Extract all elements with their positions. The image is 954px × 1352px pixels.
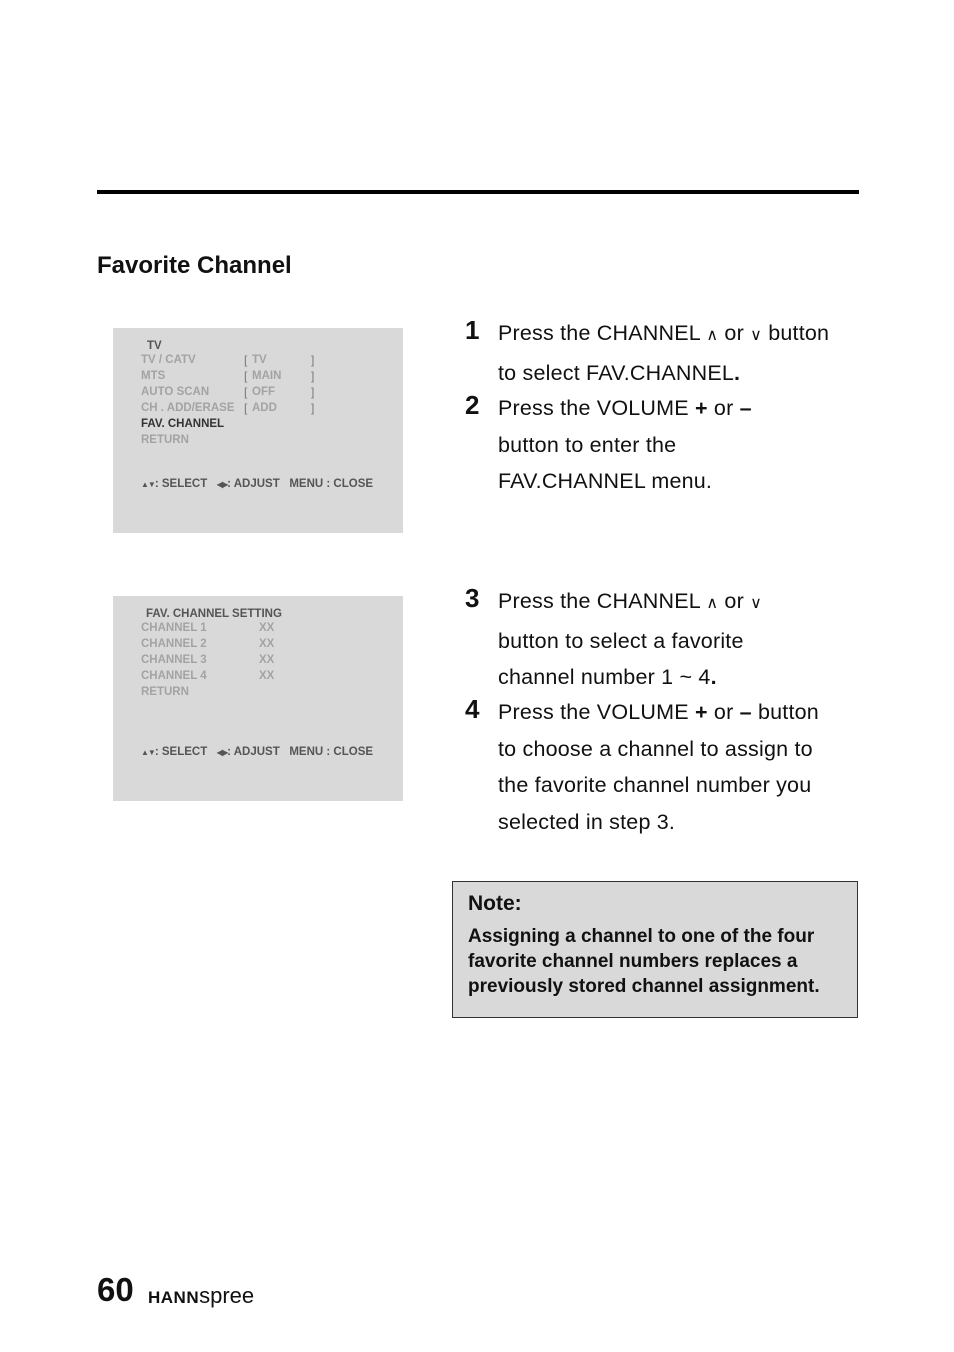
osd-row-value: MAIN <box>252 370 282 382</box>
osd-tv-menu <box>113 328 403 533</box>
up-down-arrow-icon: ▲▼ <box>141 748 155 757</box>
step-number: 1 <box>465 315 480 345</box>
header-rule <box>97 190 859 194</box>
osd-row-value: XX <box>259 622 275 634</box>
osd-row-value: XX <box>259 654 275 666</box>
osd-row-value: TV <box>252 354 267 366</box>
step-number: 2 <box>465 390 480 420</box>
adjust-hint: : ADJUST <box>227 746 280 758</box>
bracket-open: [ <box>244 369 248 383</box>
step-text: Press the VOLUME + or – button to enter the FAV.CHANNEL menu. <box>498 396 752 493</box>
bracket-close: ] <box>311 385 315 399</box>
section-title: Favorite Channel <box>97 252 292 279</box>
bracket-close: ] <box>311 369 315 383</box>
brand-logo: HANNspree <box>148 1283 255 1308</box>
osd-return: RETURN <box>141 686 189 698</box>
bracket-open: [ <box>244 401 248 415</box>
note-title: Note: <box>468 892 522 915</box>
osd-row-label: CH . ADD/ERASE <box>141 402 235 414</box>
step-2 <box>465 390 845 500</box>
osd-footer <box>141 746 373 758</box>
osd-title: FAV. CHANNEL SETTING <box>146 608 282 620</box>
step-text: Press the VOLUME + or – button to choose a channel to assign to the favorite channel number you selected in step 3. <box>498 700 819 834</box>
bracket-open: [ <box>244 353 248 367</box>
bracket-open: [ <box>244 385 248 399</box>
osd-row-label: CHANNEL 1 <box>141 622 207 634</box>
left-right-arrow-icon: ◀▶ <box>216 748 228 757</box>
osd-row-label: TV / CATV <box>141 354 196 366</box>
step-number: 4 <box>465 694 480 724</box>
osd-row-value: OFF <box>252 386 275 398</box>
bracket-close: ] <box>311 353 315 367</box>
note-box <box>452 881 858 1018</box>
osd-row-label: CHANNEL 2 <box>141 638 207 650</box>
channel-down-icon: ∨ <box>750 595 763 612</box>
left-right-arrow-icon: ◀▶ <box>216 480 228 489</box>
page-number: 60 <box>97 1271 134 1308</box>
select-hint: : SELECT <box>154 478 208 490</box>
osd-row-label: MTS <box>141 370 166 382</box>
osd-row-label: AUTO SCAN <box>141 386 210 398</box>
step-1 <box>465 315 845 391</box>
step-number: 3 <box>465 583 480 613</box>
adjust-hint: : ADJUST <box>227 478 280 490</box>
up-down-arrow-icon: ▲▼ <box>141 480 155 489</box>
osd-footer <box>141 478 373 490</box>
select-hint: : SELECT <box>154 746 208 758</box>
channel-up-icon: ∧ <box>706 327 719 344</box>
close-hint: MENU : CLOSE <box>289 478 374 490</box>
osd-row-value: ADD <box>252 402 277 414</box>
step-3 <box>465 583 845 696</box>
osd-fav-channel-menu <box>113 596 403 801</box>
osd-row-value: XX <box>259 638 275 650</box>
step-text: Press the CHANNEL ∧ or ∨ button to select a favorite channel number 1 ~ 4. <box>498 589 763 689</box>
bracket-close: ] <box>311 401 315 415</box>
osd-row-label: CHANNEL 4 <box>141 670 207 682</box>
osd-row-value: XX <box>259 670 275 682</box>
channel-down-icon: ∨ <box>750 327 763 344</box>
step-text: Press the CHANNEL ∧ or ∨ button to select FAV.CHANNEL. <box>498 321 830 385</box>
close-hint: MENU : CLOSE <box>289 746 374 758</box>
osd-row-label: CHANNEL 3 <box>141 654 207 666</box>
osd-return: RETURN <box>141 434 189 446</box>
osd-highlight-item: FAV. CHANNEL <box>141 418 225 430</box>
step-4 <box>465 694 845 840</box>
note-body: Assigning a channel to one of the four favorite channel numbers replaces a previously stored channel assignment. <box>468 926 820 997</box>
channel-up-icon: ∧ <box>706 595 719 612</box>
osd-title: TV <box>147 340 162 352</box>
